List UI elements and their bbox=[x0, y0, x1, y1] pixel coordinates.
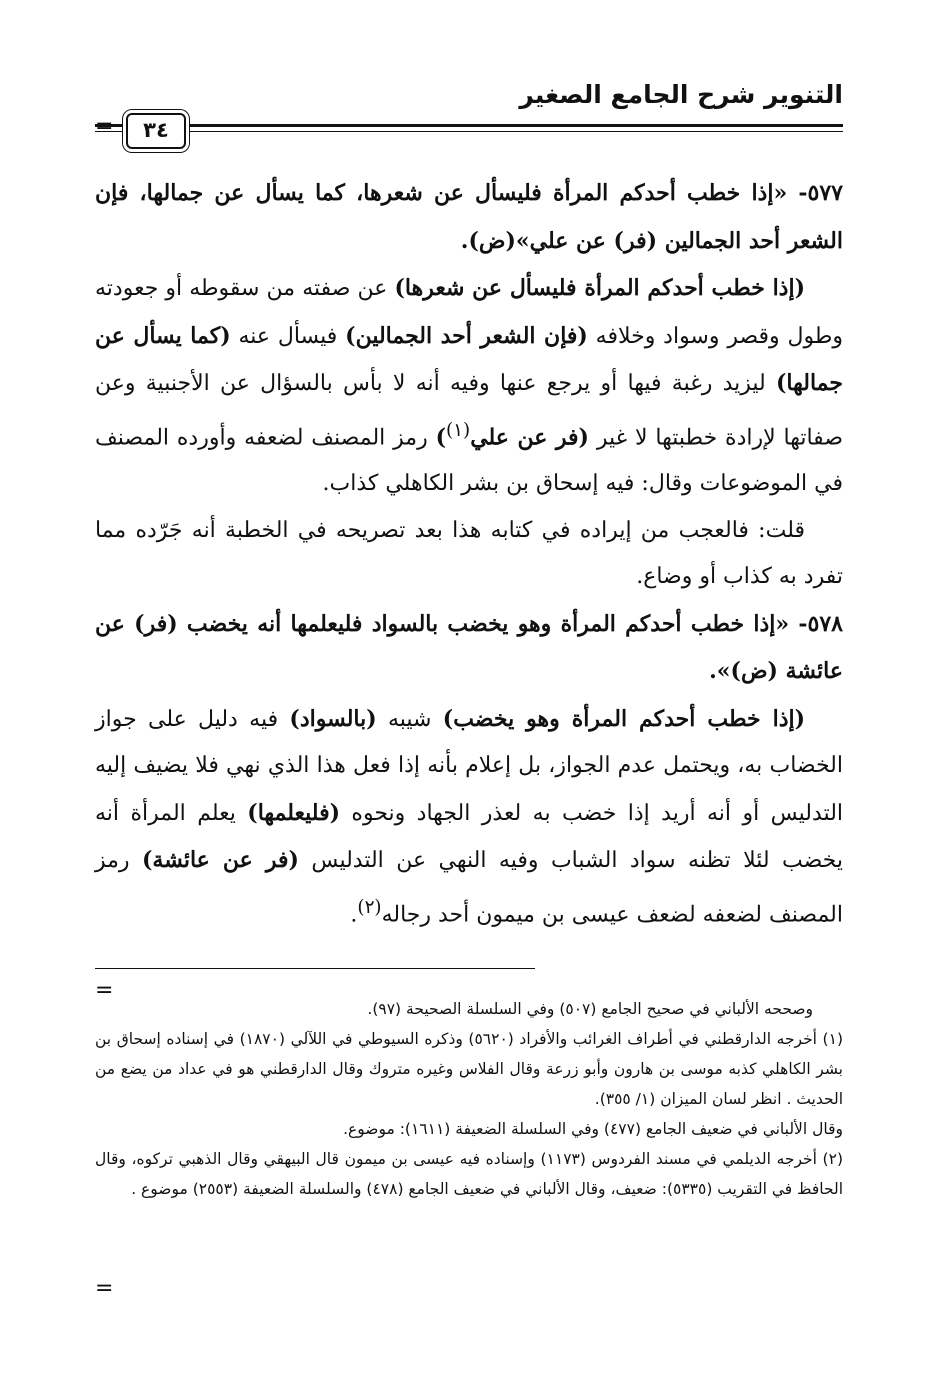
footnote-ref-1[interactable]: (١) bbox=[446, 419, 471, 441]
sentence-end: . bbox=[350, 902, 358, 928]
header-rule-thick bbox=[95, 124, 843, 127]
page-header bbox=[95, 80, 843, 160]
header-rule-thin bbox=[95, 131, 843, 132]
commentary-text: رمز المصنف لضعفه وأورده المصنف في الموضوعات وقال: فيه إسحاق بن بشر الكاهلي كذاب. bbox=[95, 424, 843, 497]
commentary-paragraph: قلت: فالعجب من إيراده في كتابه هذا بعد تصريحه في الخطبة أنه جَرّده مما تفرد به كذاب أو وضاع. bbox=[95, 517, 843, 590]
quoted-phrase: (إذا خطب أحدكم المرأة فليسأل عن شعرها) bbox=[394, 275, 805, 301]
hadith-number: ٥٧٨- bbox=[789, 610, 843, 637]
commentary-text: فيسأل عنه bbox=[230, 323, 346, 349]
hadith-578 bbox=[95, 601, 843, 696]
footnote-carryover: وصححه الألباني في صحيح الجامع (٥٠٧) وفي السلسلة الصحيحة (٩٧). bbox=[367, 1000, 813, 1018]
commentary-text: عن صفته من سقوطه أو جعودته وطول وقصر وسواد وخلافه bbox=[95, 276, 843, 349]
page-number: ٣٤ bbox=[126, 113, 186, 149]
commentary-paragraph bbox=[95, 696, 843, 939]
commentary-text: شيبه bbox=[376, 706, 443, 732]
footnote-separator bbox=[95, 968, 535, 969]
main-text bbox=[95, 170, 843, 939]
footnote-ref-2[interactable]: (٢) bbox=[357, 896, 382, 918]
footnote-1-continued: وقال الألباني في ضعيف الجامع (٤٧٧) وفي السلسلة الضعيفة (١٦١١): موضوع. bbox=[343, 1120, 843, 1138]
hadith-text: «إذا خطب أحدكم المرأة وهو يخضب بالسواد فليعلمها أنه يخضب (فر) عن عائشة (ض)». bbox=[95, 610, 843, 685]
footnote-1: (١) أخرجه الدارقطني في أطراف الغرائب والأفراد (٥٦٢٠) وذكره السيوطي في اللآلي (١٨٧٠) في إسناده إسحاق بن بشر الكاهلي كذبه موسى بن هارون وأبو زرعة وقال الفلاس وغيره متروك وقال الدارقطني هو في عداد من يضع من الحديث . انظر لسان الميزان (١/ ٣٥٥). bbox=[95, 1030, 843, 1108]
hadith-577 bbox=[95, 170, 843, 265]
quoted-phrase: (فر عن علي bbox=[470, 423, 589, 450]
hadith-text: «إذا خطب أحدكم المرأة فليسأل عن شعرها، كما يسأل عن جمالها، فإن الشعر أحد الجمالين (فر) عن علي»(ض). bbox=[95, 180, 843, 254]
header-equals-mark: = bbox=[95, 114, 114, 139]
commentary-paragraph bbox=[95, 265, 843, 508]
hadith-number: ٥٧٧- bbox=[787, 180, 843, 206]
quoted-phrase: (إذا خطب أحدكم المرأة وهو يخضب) bbox=[442, 705, 806, 732]
quoted-phrase: (بالسواد) bbox=[289, 705, 377, 732]
commentary-text: ليزيد رغبة فيها أو يرجع عنها وفيه أنه لا بأس بالسؤال عن الأجنبية وعن صفاتها لإرادة خطبتها لا غير bbox=[95, 371, 843, 450]
footnote-2: (٢) أخرجه الديلمي في مسند الفردوس (١١٧٣) وإسناده فيه عيسى بن ميمون قال البيهقي وقال الذهبي تركوه، وقال الحافظ في التقريب (٥٣٣٥): ضعيف، وقال الألباني في ضعيف الجامع (٤٧٨) والسلسلة الضعيفة (٢٥٥٣) موضوع . bbox=[95, 1150, 843, 1198]
quoted-phrase: (فر عن عائشة) bbox=[142, 847, 299, 874]
footnotes bbox=[95, 994, 843, 1204]
commentary-text: رمز المصنف لضعفه لضعف عيسى بن ميمون أحد رجاله bbox=[95, 848, 843, 928]
commentary-text: يعلم المرأة أنه يخضب لئلا تظنه سواد الشباب وفيه النهي عن التدليس bbox=[95, 800, 843, 874]
quoted-phrase-close: ) bbox=[435, 423, 447, 450]
running-title: التنوير شرح الجامع الصغير bbox=[519, 80, 843, 109]
footnote-continuation-mark: = bbox=[95, 978, 114, 1003]
quoted-phrase: (فإن الشعر أحد الجمالين) bbox=[345, 322, 588, 349]
commentary-text: فيه دليل على جواز الخضاب به، ويحتمل عدم الجواز، بل إعلام بأنه إذا فعل هذا الذي نهي فلا يضيف إليه التدليس أو أنه أريد إذا خضب به لعذر الجهاد ونحوه bbox=[95, 706, 844, 826]
quoted-phrase: (كما يسأل عن جمالها) bbox=[95, 322, 843, 396]
footnote-end-mark: = bbox=[95, 1276, 114, 1301]
quoted-phrase: (فليعلمها) bbox=[247, 799, 340, 826]
